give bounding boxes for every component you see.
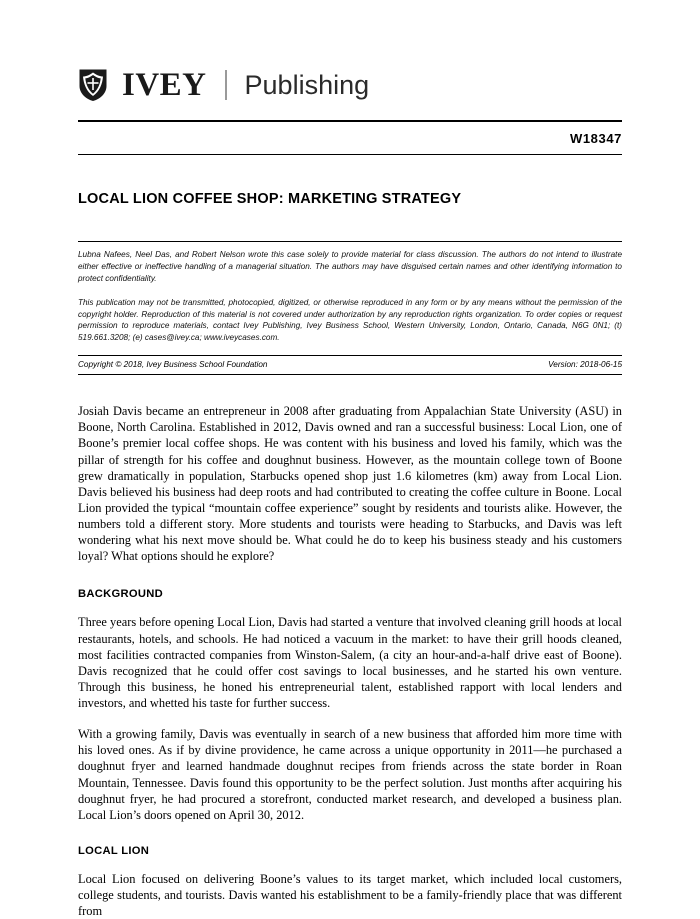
version-text: Version: 2018-06-15 xyxy=(548,360,622,370)
copyright-rule-bottom xyxy=(78,374,622,375)
copyright-rule-top xyxy=(78,355,622,356)
local-lion-paragraph-1: Local Lion focused on delivering Boone’s values to its target market, which included local customers, college students, and tourists. Davis wanted his establishment to be a family-friendly place that was different from xyxy=(78,871,622,919)
masthead-rule xyxy=(78,120,622,122)
background-paragraph-1: Three years before opening Local Lion, Davis had started a venture that involved cleaning grill hoods at local restaurants, hotels, and schools. He had noticed a vacuum in the market: to have their grill hoods cleaned, most facilities contracted companies from Winston-Salem, (a city an hour-and-a-half drive east of Boone). Davis recognized that he could offer cost savings to local businesses, and he started his own venture. Through this business, he honed his entrepreneurial talent, established rapport with local lenders and investors, and whetted his taste for further success. xyxy=(78,615,622,711)
vertical-divider-icon xyxy=(225,70,227,100)
case-number: W18347 xyxy=(569,131,622,146)
page-title: LOCAL LION COFFEE SHOP: MARKETING STRATEGY xyxy=(78,191,462,207)
title-rule xyxy=(78,241,622,242)
document-body xyxy=(78,403,622,919)
ivey-shield-icon xyxy=(78,68,108,102)
permissions-note: This publication may not be transmitted, photocopied, digitized, or otherwise reproduced in any form or by any means without the permission of the copyright holder. Reproduction of this material is not covered under authorization by any reproduction rights organization. To order copies or request permission to reproduce materials, contact Ivey Publishing, Ivey Business School, Western University, London, Ontario, Canada, N6G 0N1; (t) 519.661.3208; (e) cases@ivey.ca; www.iveycases.com. xyxy=(78,297,622,343)
section-heading-background: BACKGROUND xyxy=(78,588,164,601)
intro-paragraph: Josiah Davis became an entrepreneur in 2008 after graduating from Appalachian State University (ASU) in Boone, North Carolina. Established in 2012, Davis owned and ran a successful business: Local Lion, one of Boone’s premier local coffee shops. He was content with his business and loved his family, which was the pillar of strength for his coffee and doughnut business. However, as the mountain college town of Boone grew dramatically in population, Starbucks opened shop just 1.6 kilometres (km) away from Local Lion. Davis believed his business had deep roots and had contributed to creating the coffee culture in Boone. Local Lion provided the typical “mountain coffee experience” sought by residents and tourists alike. However, the numbers told a different story. More students and tourists were heading to Starbucks, and Davis was left wondering what his next move should be. What could he do to keep his business steady and his customers loyal? What options should he explore? xyxy=(78,404,622,564)
section-heading-local-lion: LOCAL LION xyxy=(78,844,150,857)
copyright-text: Copyright © 2018, Ivey Business School Foundation xyxy=(78,360,268,370)
masthead xyxy=(78,68,622,102)
case-number-rule xyxy=(78,154,622,155)
sub-brand-wordmark: Publishing xyxy=(244,69,370,100)
background-paragraph-2: With a growing family, Davis was eventually in search of a new business that afforded him more time with his loved ones. As if by divine providence, he came across a unique opportunity in 2011—he purchased a doughnut fryer and learned handmade doughnut recipes from friends across the state border in Roan Mountain, Tennessee. Davis found this opportunity to be the perfect solution. Just months after acquiring his doughnut fryer, he had procured a storefront, conducted market research, and developed a business plan. Local Lion’s doors opened on April 30, 2012. xyxy=(78,727,622,822)
brand-wordmark: IVEY xyxy=(122,66,207,103)
copyright-row xyxy=(78,360,622,369)
authors-note: Lubna Nafees, Neel Das, and Robert Nelson wrote this case solely to provide material for class discussion. The authors do not intend to illustrate either effective or ineffective handling of a managerial situation. The authors may have disguised certain names and other identifying information to protect confidentiality. xyxy=(78,250,622,283)
